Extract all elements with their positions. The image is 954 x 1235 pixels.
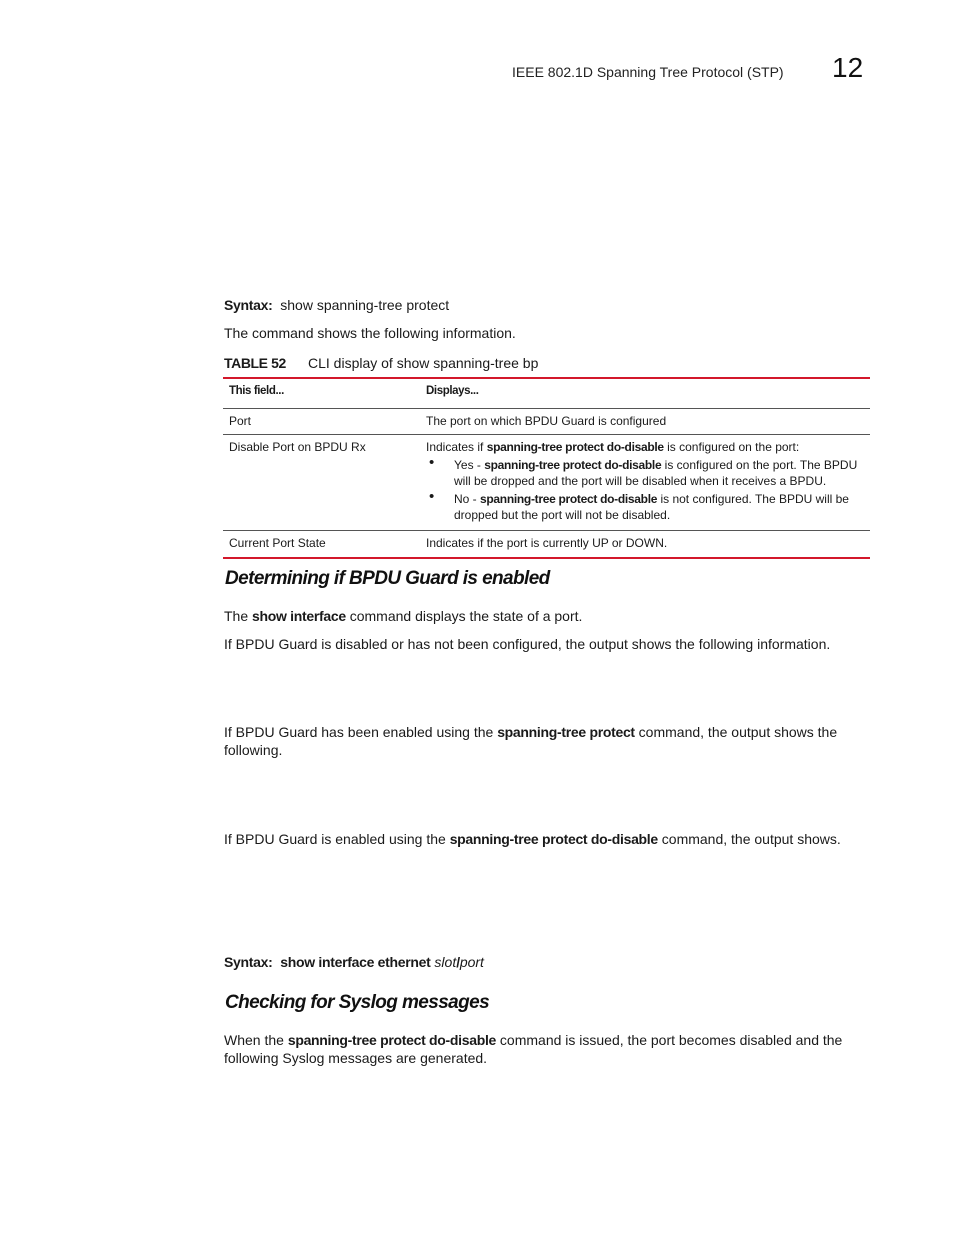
syntax-label: Syntax: <box>224 297 273 313</box>
bullet-list <box>426 457 864 523</box>
syntax-command: show spanning-tree protect <box>280 297 450 313</box>
syntax-separator: / <box>456 954 460 970</box>
table-row <box>223 531 870 559</box>
table-row <box>223 435 870 531</box>
column-header-displays: Displays... <box>420 378 870 409</box>
chapter-number: 12 <box>832 52 864 83</box>
paragraph <box>224 830 884 848</box>
command-text: show interface <box>252 608 346 624</box>
paragraph-text: command is issued, the port becomes disabled and the following Syslog messages are generated. <box>224 1032 843 1066</box>
paragraph <box>224 1031 872 1067</box>
list-item <box>426 491 864 523</box>
cli-display-table <box>223 377 870 559</box>
paragraph-text: If BPDU Guard is enabled using the <box>224 831 450 847</box>
paragraph: If BPDU Guard is disabled or has not been configured, the output shows the following information. <box>224 636 831 652</box>
syntax-arg-port: port <box>459 954 484 970</box>
bullet-text: Yes - <box>454 458 485 472</box>
paragraph-text: If BPDU Guard has been enabled using the <box>224 724 498 740</box>
field-cell: Current Port State <box>229 536 326 550</box>
command-text: spanning-tree protect do-disable <box>449 831 658 847</box>
syntax-line-interface <box>224 953 484 971</box>
section-heading-syslog: Checking for Syslog messages <box>225 992 490 1013</box>
column-header-field: This field... <box>223 378 420 409</box>
paragraph <box>224 723 872 759</box>
table-header-row <box>223 378 870 409</box>
bullet-text: is not configured. The BPDU will be dropped but the port will not be disabled. <box>454 492 849 522</box>
description-text: Indicates if <box>426 440 487 454</box>
syntax-line-protect <box>224 296 449 314</box>
paragraph <box>224 607 874 625</box>
syntax-label: Syntax: <box>224 954 273 970</box>
table-number: TABLE 52 <box>224 355 286 371</box>
command-text: spanning-tree protect do-disable <box>480 492 658 506</box>
command-text: spanning-tree protect <box>497 724 635 740</box>
field-cell: Disable Port on BPDU Rx <box>223 435 420 531</box>
table-row <box>223 409 870 435</box>
description-cell: Indicates if the port is currently UP or DOWN. <box>426 536 668 550</box>
description-cell: The port on which BPDU Guard is configured <box>420 409 870 435</box>
intro-paragraph: The command shows the following information. <box>224 325 516 341</box>
syntax-command: show interface ethernet <box>280 954 431 970</box>
table-title: CLI display of show spanning-tree bp <box>308 355 539 371</box>
syntax-arg-slot: slot <box>434 954 457 970</box>
description-text: is configured on the port: <box>663 440 800 454</box>
paragraph-text: command displays the state of a port. <box>345 608 583 624</box>
command-text: spanning-tree protect do-disable <box>486 440 664 454</box>
running-header-title: IEEE 802.1D Spanning Tree Protocol (STP) <box>512 64 784 80</box>
bullet-text: No - <box>454 492 481 506</box>
description-cell <box>420 435 870 531</box>
command-text: spanning-tree protect do-disable <box>484 458 662 472</box>
paragraph-text: The <box>224 608 253 624</box>
section-heading-bpdu-guard: Determining if BPDU Guard is enabled <box>225 568 550 589</box>
paragraph-text: command, the output shows. <box>657 831 841 847</box>
paragraph-text: When the <box>224 1032 288 1048</box>
bullet-text: is configured on the port. The BPDU will be dropped and the port will be disabled when it receives a BPDU. <box>454 458 858 488</box>
paragraph-text: command, the output shows the following. <box>224 724 838 758</box>
table-caption <box>224 355 538 371</box>
command-text: spanning-tree protect do-disable <box>287 1032 497 1048</box>
list-item <box>426 457 864 489</box>
field-cell: Port <box>223 409 420 435</box>
